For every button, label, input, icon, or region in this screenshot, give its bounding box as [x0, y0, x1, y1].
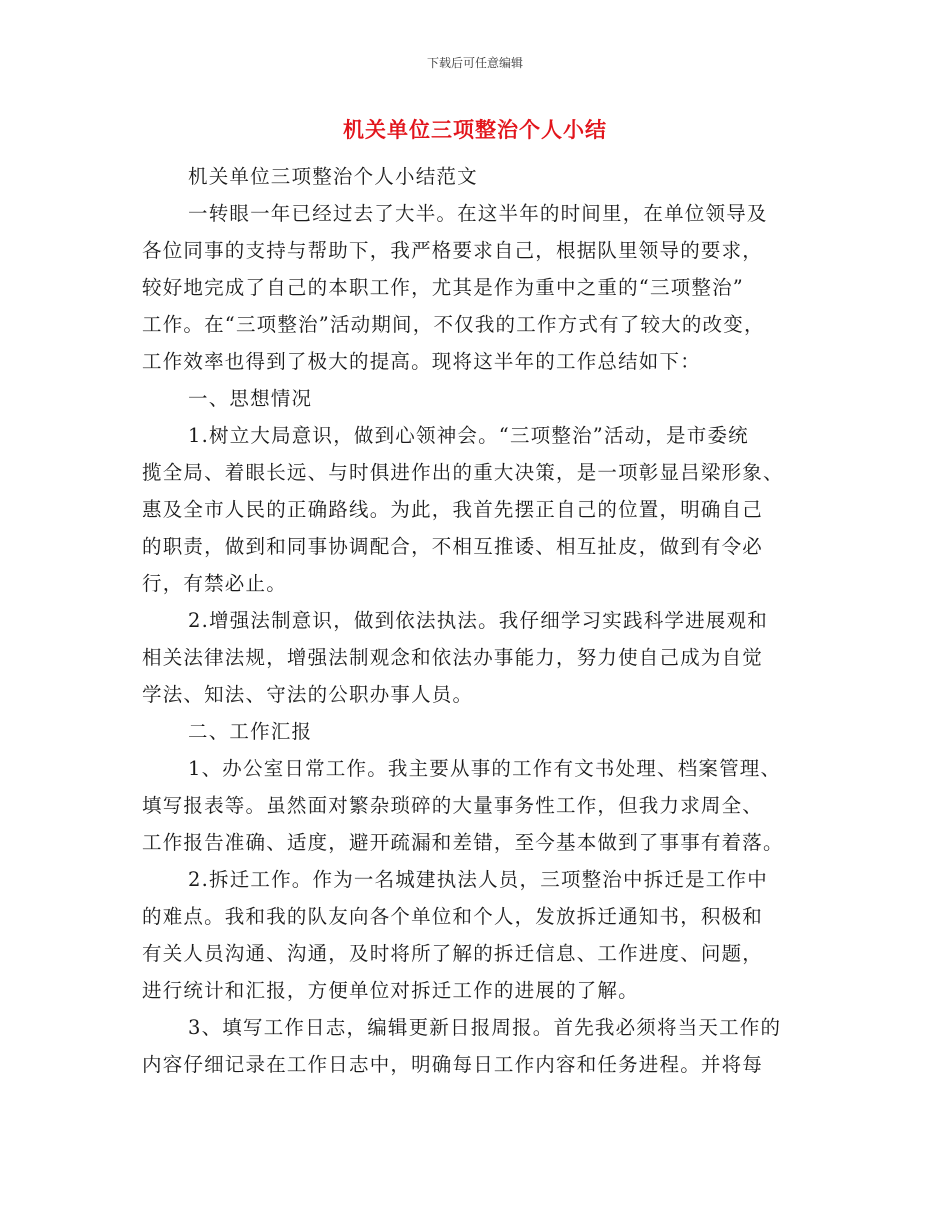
body-line: 各位同事的支持与帮助下，我严格要求自己，根据队里领导的要求，	[142, 239, 764, 262]
page-header-note: 下载后可任意编辑	[426, 56, 523, 70]
body-line: 较好地完成了自己的本职工作，尤其是作为重中之重的“三项整治”	[142, 276, 744, 299]
body-line: 进行统计和汇报，方便单位对拆迁工作的进展的了解。	[142, 979, 639, 1002]
body-line: 1、办公室日常工作。我主要从事的工作有文书处理、档案管理、	[188, 757, 782, 780]
body-line: 惠及全市人民的正确路线。为此，我首先摆正自己的位置，明确自己	[142, 498, 764, 521]
body-line: 相关法律法规，增强法制观念和依法办事能力，努力使自己成为自觉	[142, 646, 764, 669]
body-line: 2.增强法制意识，做到依法执法。我仔细学习实践科学进展观和	[188, 609, 768, 632]
body-line: 1.树立大局意识，做到心领神会。“三项整治”活动，是市委统	[188, 424, 749, 447]
body-line: 行，有禁必止。	[142, 572, 287, 595]
body-line: 揽全局、着眼长远、与时俱进作出的重大决策，是一项彰显吕梁形象、	[142, 461, 784, 484]
body-line: 工作报告准确、适度，避开疏漏和差错，至今基本做到了事事有着落。	[142, 831, 784, 854]
section-heading: 一、思想情况	[188, 387, 313, 410]
document-title: 机关单位三项整治个人小结	[343, 117, 607, 142]
body-line: 3、填写工作日志，编辑更新日报周报。首先我必须将当天工作的	[188, 1016, 782, 1039]
section-heading: 二、工作汇报	[188, 720, 313, 743]
body-line: 的职责，做到和同事协调配合，不相互推诿、相互扯皮，做到有令必	[142, 535, 764, 558]
body-line: 机关单位三项整治个人小结范文	[188, 165, 478, 188]
body-line: 2.拆迁工作。作为一名城建执法人员，三项整治中拆迁是工作中	[188, 868, 768, 891]
body-line: 工作效率也得到了极大的提高。现将这半年的工作总结如下：	[142, 350, 701, 373]
body-line: 内容仔细记录在工作日志中，明确每日工作内容和任务进程。并将每	[142, 1053, 764, 1076]
body-line: 填写报表等。虽然面对繁杂琐碎的大量事务性工作，但我力求周全、	[142, 794, 764, 817]
body-line: 工作。在“三项整治”活动期间，不仅我的工作方式有了较大的改变，	[142, 313, 765, 336]
body-line: 的难点。我和我的队友向各个单位和个人，发放拆迁通知书，积极和	[142, 905, 764, 928]
body-line: 学法、知法、守法的公职办事人员。	[142, 683, 474, 706]
body-line: 有关人员沟通、沟通，及时将所了解的拆迁信息、工作进度、问题，	[142, 942, 764, 965]
body-line: 一转眼一年已经过去了大半。在这半年的时间里，在单位领导及	[188, 202, 768, 225]
